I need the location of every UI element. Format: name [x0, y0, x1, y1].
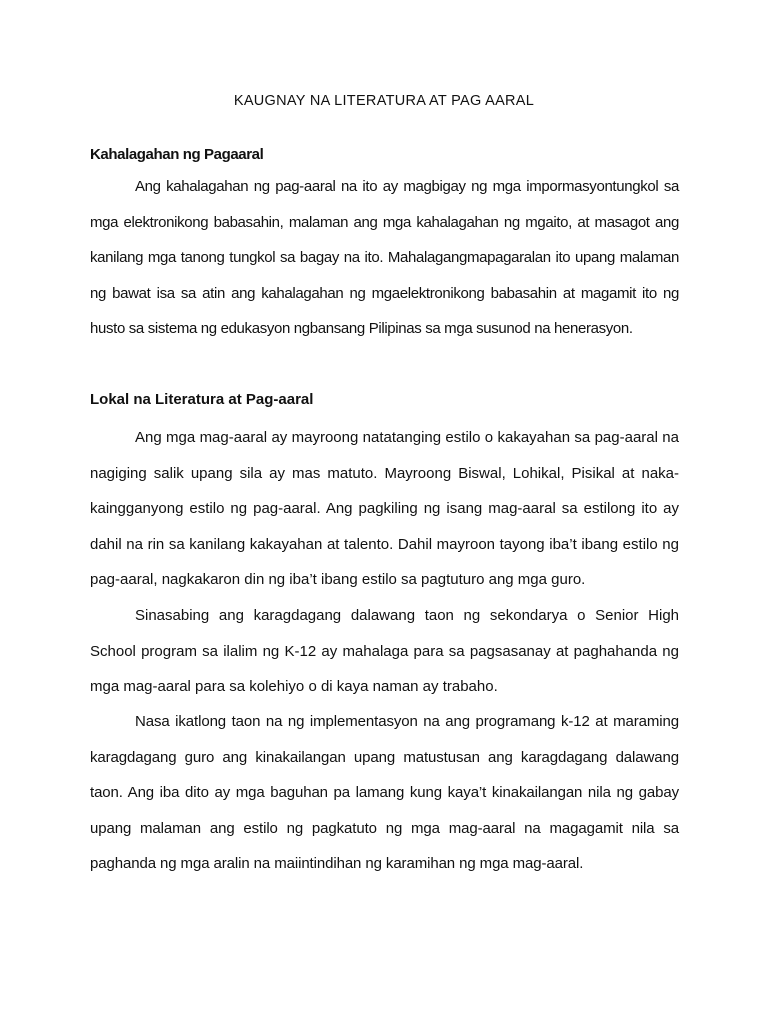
- paragraph-k12: Nasa ikatlong taon na ng implementasyon na ang programang k-12 at maraming karagdagang guro ang kinakailangan upang matustusan ang karagdagang dalawang taon. Ang iba dito ay mga baguhan pa lamang kung kaya’t kinakailangan nila ng gabay upang malaman ang estilo ng pagkatuto ng mga mag-aaral na magagamit nila sa paghanda ng mga aralin na maiintindihan ng karamihan ng mga mag-aaral.: [90, 713, 679, 872]
- paragraph-estilo: Ang mga mag-aaral ay mayroong natatanging estilo o kakayahan sa pag-aaral na nagiging salik upang sila ay mas matuto. Mayroong Biswal, Lohikal, Pisikal at naka-kaingganyong estilo ng pag-aaral. Ang pagkiling ng isang mag-aaral sa estilong ito ay dahil na rin sa kanilang kakayahan at talento. Dahil mayroon tayong iba’t ibang estilo ng pag-aaral, nagkakaron din ng iba’t ibang estilo sa pagtuturo ang mga guro.: [90, 429, 679, 588]
- section-heading-lokal: Lokal na Literatura at Pag-aaral: [90, 391, 314, 408]
- paragraph-senior-high: Sinasabing ang karagdagang dalawang taon ng sekondarya o Senior High School program sa ilalim ng K-12 ay mahalaga para sa pagsasanay at paghahanda ng mga mag-aaral para sa kolehiyo o di kaya naman ay trabaho.: [90, 607, 679, 695]
- section-heading-kahalagahan: Kahalagahan ng Pagaaral: [90, 146, 264, 163]
- document-title: KAUGNAY NA LITERATURA AT PAG AARAL: [233, 93, 535, 109]
- paragraph-kahalagahan: Ang kahalagahan ng pag-aaral na ito ay magbigay ng mga impormasyontungkol sa mga elektronikong babasahin, malaman ang mga kahalagahan ng mgaito, at masagot ang kanilang mga tanong tungkol sa bagay na ito. Mahalagangmapagaralan ito upang malaman ng bawat isa sa atin ang kahalagahan ng mgaelektronikong babasahin at magamit ito ng husto sa sistema ng edukasyon ngbansang Pilipinas sa mga susunod na henerasyon.: [90, 178, 679, 337]
